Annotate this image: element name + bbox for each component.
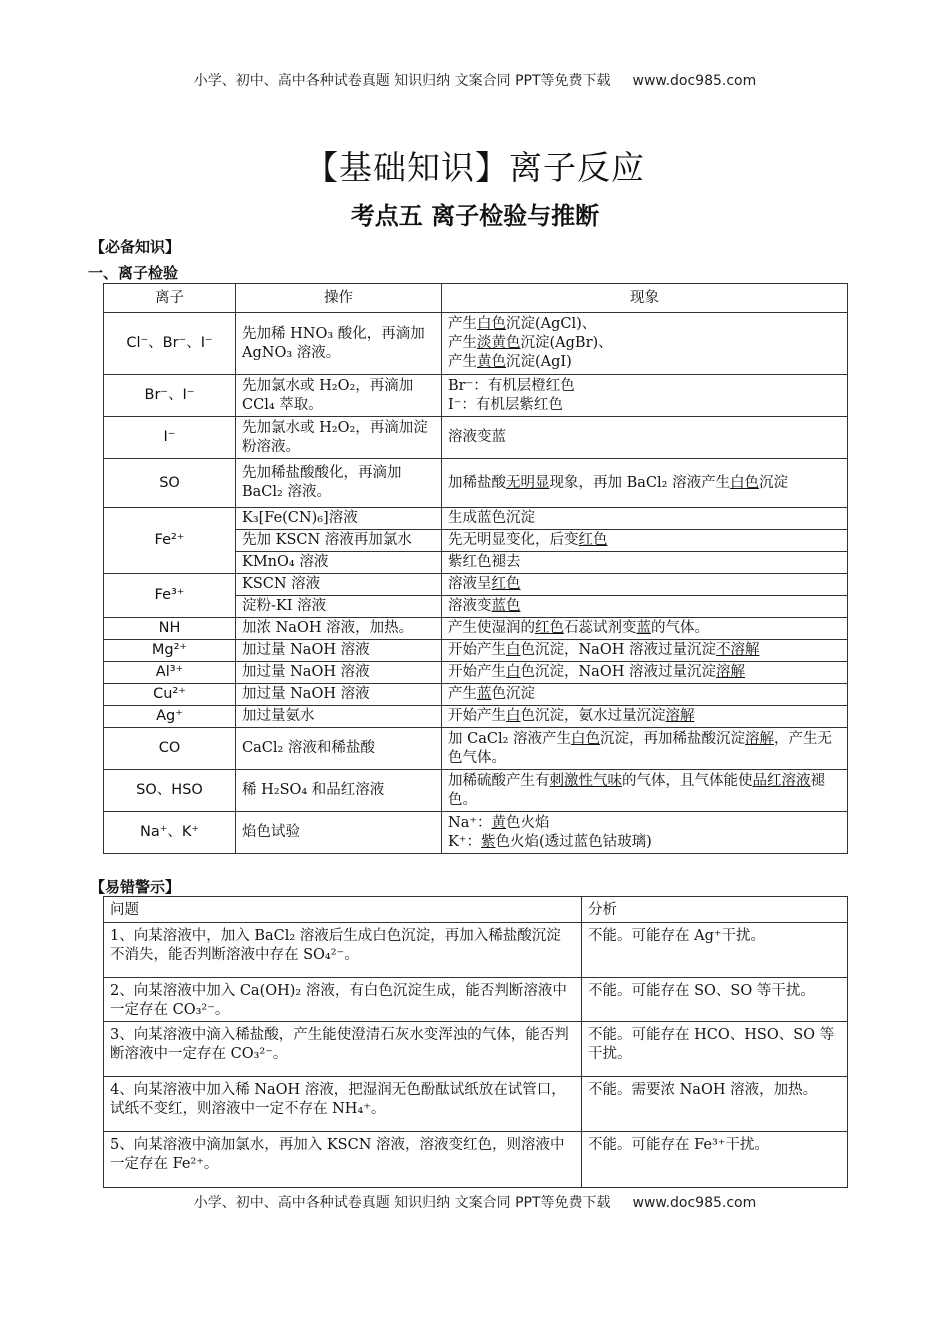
operation-cell: KMnO₄ 溶液 bbox=[236, 552, 442, 574]
phenomenon-cell: 开始产生白色沉淀，NaOH 溶液过量沉淀溶解 bbox=[442, 662, 848, 684]
analysis-cell: 不能。可能存在 Fe³⁺干扰。 bbox=[582, 1132, 848, 1188]
phenomenon-cell: 加稀硫酸产生有刺激性气味的气体，且气体能使品红溶液褪色。 bbox=[442, 770, 848, 812]
phenomenon-cell: 开始产生白色沉淀，氨水过量沉淀溶解 bbox=[442, 706, 848, 728]
ion-cell: I⁻ bbox=[104, 417, 236, 459]
operation-cell: 加过量氨水 bbox=[236, 706, 442, 728]
table-row bbox=[104, 770, 848, 812]
question-cell: 5、向某溶液中滴加氯水，再加入 KSCN 溶液，溶液变红色，则溶液中一定存在 Fe²⁺。 bbox=[104, 1132, 582, 1188]
ion-cell: CO bbox=[104, 728, 236, 770]
analysis-cell: 不能。需要浓 NaOH 溶液，加热。 bbox=[582, 1077, 848, 1132]
analysis-cell: 不能。可能存在 Ag⁺干扰。 bbox=[582, 923, 848, 978]
phenomenon-cell: 产生使湿润的红色石蕊试剂变蓝的气体。 bbox=[442, 618, 848, 640]
phenomenon-cell: Br⁻：有机层橙红色 I⁻：有机层紫红色 bbox=[442, 375, 848, 417]
operation-cell: 稀 H₂SO₄ 和品红溶液 bbox=[236, 770, 442, 812]
col-header-question: 问题 bbox=[104, 897, 582, 923]
ion-cell: NH bbox=[104, 618, 236, 640]
table-row bbox=[104, 728, 848, 770]
header-url[interactable]: www.doc985.com bbox=[632, 73, 757, 89]
phenomenon-cell: 加稀盐酸无明显现象，再加 BaCl₂ 溶液产生白色沉淀 bbox=[442, 459, 848, 508]
phenomenon-cell: 紫红色褪去 bbox=[442, 552, 848, 574]
phenomenon-cell: 开始产生白色沉淀，NaOH 溶液过量沉淀不溶解 bbox=[442, 640, 848, 662]
table-row bbox=[104, 375, 848, 417]
question-cell: 4、向某溶液中加入稀 NaOH 溶液，把湿润无色酚酞试纸放在试管口，试纸不变红，则溶液中一定不存在 NH₄⁺。 bbox=[104, 1077, 582, 1132]
col-header-operation: 操作 bbox=[236, 284, 442, 313]
analysis-cell: 不能。可能存在 HCO、HSO、SO 等干扰。 bbox=[582, 1022, 848, 1077]
table-row bbox=[104, 508, 848, 530]
table-row bbox=[104, 1132, 848, 1188]
page-header bbox=[0, 70, 950, 90]
operation-cell: 先加稀 HNO₃ 酸化，再滴加 AgNO₃ 溶液。 bbox=[236, 313, 442, 375]
ion-cell: Br⁻、I⁻ bbox=[104, 375, 236, 417]
table-row bbox=[104, 923, 848, 978]
operation-cell: 先加氯水或 H₂O₂，再滴加 CCl₄ 萃取。 bbox=[236, 375, 442, 417]
table-row bbox=[104, 812, 848, 854]
phenomenon-cell: 产生白色沉淀(AgCl)、 产生淡黄色沉淀(AgBr)、 产生黄色沉淀(AgI) bbox=[442, 313, 848, 375]
table-row bbox=[104, 313, 848, 375]
table-row bbox=[104, 574, 848, 596]
ion-cell: Ag⁺ bbox=[104, 706, 236, 728]
footer-text: 小学、初中、高中各种试卷真题 知识归纳 文案合同 PPT等免费下载 bbox=[193, 1195, 611, 1211]
phenomenon-cell: 溶液变蓝 bbox=[442, 417, 848, 459]
operation-cell: KSCN 溶液 bbox=[236, 574, 442, 596]
col-header-analysis: 分析 bbox=[582, 897, 848, 923]
operation-cell: K₃[Fe(CN)₆]溶液 bbox=[236, 508, 442, 530]
question-cell: 2、向某溶液中加入 Ca(OH)₂ 溶液，有白色沉淀生成，能否判断溶液中一定存在 CO₃²⁻。 bbox=[104, 978, 582, 1022]
operation-cell: 加浓 NaOH 溶液，加热。 bbox=[236, 618, 442, 640]
operation-cell: 淀粉-KI 溶液 bbox=[236, 596, 442, 618]
ion-cell: Fe²⁺ bbox=[104, 508, 236, 574]
table-row bbox=[104, 978, 848, 1022]
operation-cell: 加过量 NaOH 溶液 bbox=[236, 640, 442, 662]
ion-cell: SO bbox=[104, 459, 236, 508]
operation-cell: 先加 KSCN 溶液再加氯水 bbox=[236, 530, 442, 552]
page-footer bbox=[0, 1192, 950, 1212]
question-cell: 1、向某溶液中，加入 BaCl₂ 溶液后生成白色沉淀，再加入稀盐酸沉淀不消失，能否判断溶液中存在 SO₄²⁻。 bbox=[104, 923, 582, 978]
ion-cell: SO、HSO bbox=[104, 770, 236, 812]
phenomenon-cell: 生成蓝色沉淀 bbox=[442, 508, 848, 530]
phenomenon-cell: 溶液呈红色 bbox=[442, 574, 848, 596]
section-common-mistakes: 【易错警示】 bbox=[90, 878, 181, 896]
page-title: 【基础知识】离子反应 bbox=[305, 148, 645, 187]
table-row bbox=[104, 662, 848, 684]
table-row bbox=[104, 1077, 848, 1132]
table-row bbox=[104, 417, 848, 459]
footer-url[interactable]: www.doc985.com bbox=[632, 1195, 757, 1211]
ion-cell: Al³⁺ bbox=[104, 662, 236, 684]
ion-cell: Mg²⁺ bbox=[104, 640, 236, 662]
section-ion-test: 一、离子检验 bbox=[88, 264, 179, 282]
ion-cell: Cu²⁺ bbox=[104, 684, 236, 706]
phenomenon-cell: Na⁺：黄色火焰 K⁺：紫色火焰(透过蓝色钴玻璃) bbox=[442, 812, 848, 854]
col-header-ion: 离子 bbox=[104, 284, 236, 313]
operation-cell: 先加氯水或 H₂O₂，再滴加淀粉溶液。 bbox=[236, 417, 442, 459]
phenomenon-cell: 溶液变蓝色 bbox=[442, 596, 848, 618]
operation-cell: 加过量 NaOH 溶液 bbox=[236, 662, 442, 684]
col-header-phenomenon: 现象 bbox=[442, 284, 848, 313]
table-row bbox=[104, 459, 848, 508]
table-row bbox=[104, 640, 848, 662]
analysis-cell: 不能。可能存在 SO、SO 等干扰。 bbox=[582, 978, 848, 1022]
table-row bbox=[104, 706, 848, 728]
phenomenon-cell: 产生蓝色沉淀 bbox=[442, 684, 848, 706]
page-subtitle: 考点五 离子检验与推断 bbox=[350, 202, 600, 230]
header-text: 小学、初中、高中各种试卷真题 知识归纳 文案合同 PPT等免费下载 bbox=[193, 73, 611, 89]
table-row bbox=[104, 618, 848, 640]
table-row bbox=[104, 684, 848, 706]
ion-cell: Cl⁻、Br⁻、I⁻ bbox=[104, 313, 236, 375]
ion-cell: Na⁺、K⁺ bbox=[104, 812, 236, 854]
ion-test-table bbox=[103, 283, 848, 854]
section-required-knowledge: 【必备知识】 bbox=[90, 238, 181, 256]
operation-cell: 加过量 NaOH 溶液 bbox=[236, 684, 442, 706]
phenomenon-cell: 加 CaCl₂ 溶液产生白色沉淀，再加稀盐酸沉淀溶解，产生无色气体。 bbox=[442, 728, 848, 770]
table-row bbox=[104, 1022, 848, 1077]
mistakes-table bbox=[103, 896, 848, 1188]
operation-cell: 焰色试验 bbox=[236, 812, 442, 854]
phenomenon-cell: 先无明显变化，后变红色 bbox=[442, 530, 848, 552]
ion-cell: Fe³⁺ bbox=[104, 574, 236, 618]
operation-cell: 先加稀盐酸酸化，再滴加 BaCl₂ 溶液。 bbox=[236, 459, 442, 508]
question-cell: 3、向某溶液中滴入稀盐酸，产生能使澄清石灰水变浑浊的气体，能否判断溶液中一定存在 CO₃²⁻。 bbox=[104, 1022, 582, 1077]
operation-cell: CaCl₂ 溶液和稀盐酸 bbox=[236, 728, 442, 770]
